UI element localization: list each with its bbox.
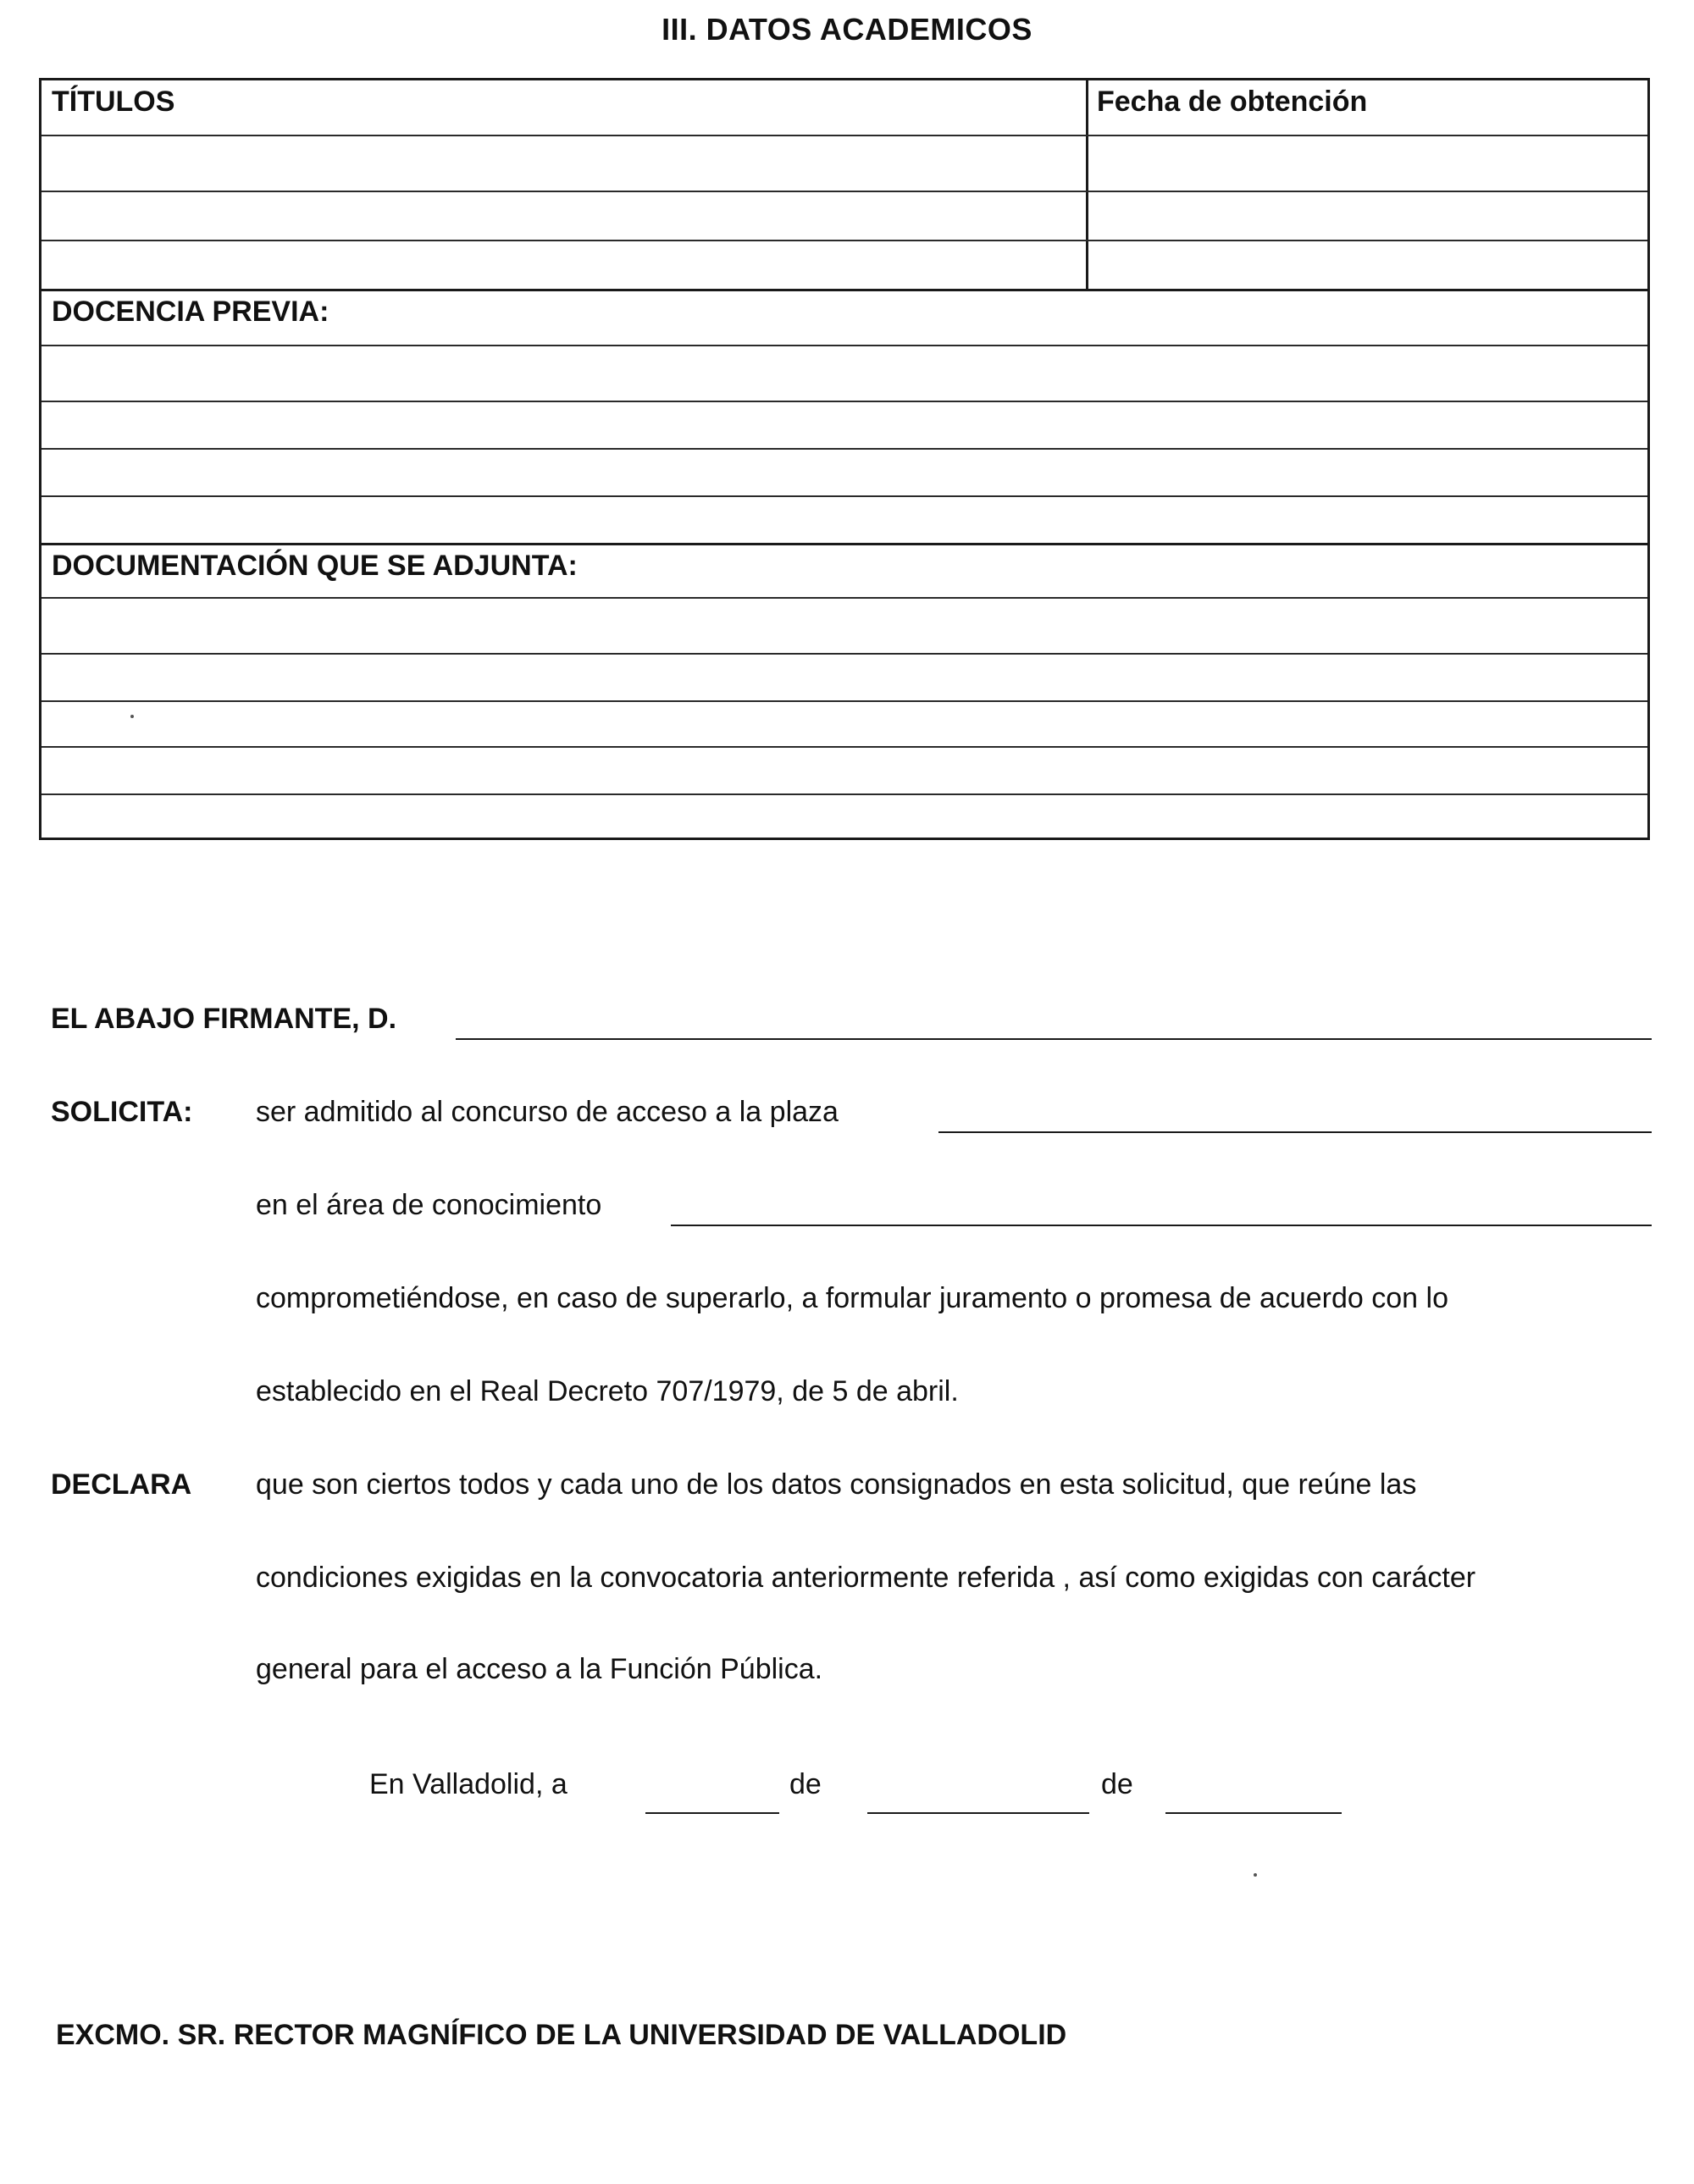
titulos-header: TÍTULOS (52, 86, 175, 118)
addressee: EXCMO. SR. RECTOR MAGNÍFICO DE LA UNIVERSIDAD DE VALLADOLID (56, 2019, 1067, 2051)
solicita-line-4: establecido en el Real Decreto 707/1979, de 5 de abril. (256, 1375, 959, 1407)
declara-line-2: condiciones exigidas en la convocatoria anteriormente referida , así como exigidas con carácter (256, 1562, 1476, 1594)
row-divider (42, 448, 1647, 450)
block-divider (42, 543, 1647, 545)
titulo-field-2[interactable] (47, 197, 1071, 235)
row-divider (42, 495, 1647, 497)
academic-data-table (39, 78, 1650, 840)
scan-speck (130, 715, 134, 718)
fecha-field-2[interactable] (1095, 197, 1637, 235)
row-divider (42, 191, 1647, 192)
declara-label: DECLARA (51, 1468, 192, 1501)
row-divider (42, 746, 1647, 748)
fecha-field-3[interactable] (1095, 246, 1637, 284)
docencia-field-4[interactable] (47, 500, 1642, 538)
firmante-label: EL ABAJO FIRMANTE, D. (51, 1003, 397, 1035)
year-field[interactable] (1165, 1775, 1342, 1814)
month-field[interactable] (867, 1775, 1089, 1814)
docencia-previa-header: DOCENCIA PREVIA: (52, 296, 329, 328)
row-divider (42, 135, 1647, 136)
row-divider (42, 700, 1647, 702)
docencia-field-3[interactable] (47, 453, 1642, 490)
area-conocimiento-field[interactable] (671, 1191, 1652, 1226)
documentacion-field-2[interactable] (47, 658, 1642, 695)
documentacion-field-5[interactable] (47, 797, 1642, 834)
date-prefix: En Valladolid, a (369, 1768, 567, 1800)
titulo-field-1[interactable] (47, 143, 1071, 180)
scan-speck (1254, 1873, 1257, 1877)
titulo-field-3[interactable] (47, 246, 1071, 284)
firmante-name-field[interactable] (456, 1004, 1652, 1040)
firmante-name-input[interactable] (456, 1004, 1652, 1038)
fecha-field-1[interactable] (1095, 143, 1637, 180)
fecha-obtencion-header: Fecha de obtención (1097, 86, 1368, 118)
date-de-2: de (1101, 1768, 1133, 1800)
day-input[interactable] (645, 1775, 779, 1812)
row-divider (42, 345, 1647, 346)
date-de-1: de (789, 1768, 822, 1800)
solicita-line-1: ser admitido al concurso de acceso a la plaza (256, 1096, 839, 1128)
solicita-label: SOLICITA: (51, 1096, 193, 1128)
column-divider (1086, 80, 1088, 290)
block-divider (42, 289, 1647, 291)
plaza-input[interactable] (938, 1098, 1652, 1131)
docencia-field-2[interactable] (47, 406, 1642, 443)
documentacion-field-4[interactable] (47, 751, 1642, 788)
documentacion-header: DOCUMENTACIÓN QUE SE ADJUNTA: (52, 550, 578, 582)
declara-line-1: que son ciertos todos y cada uno de los datos consignados en esta solicitud, que reúne las (256, 1468, 1417, 1501)
docencia-field-1[interactable] (47, 353, 1642, 390)
row-divider (42, 401, 1647, 402)
row-divider (42, 653, 1647, 655)
declara-line-3: general para el acceso a la Función Pública. (256, 1653, 823, 1685)
solicita-line-2: en el área de conocimiento (256, 1189, 602, 1221)
row-divider (42, 240, 1647, 241)
documentacion-field-1[interactable] (47, 605, 1642, 643)
row-divider (42, 597, 1647, 599)
area-conocimiento-input[interactable] (671, 1191, 1652, 1225)
day-field[interactable] (645, 1775, 779, 1814)
month-input[interactable] (867, 1775, 1089, 1812)
row-divider (42, 793, 1647, 795)
year-input[interactable] (1165, 1775, 1342, 1812)
documentacion-field-3[interactable] (47, 705, 1642, 743)
solicita-line-3: comprometiéndose, en caso de superarlo, a formular juramento o promesa de acuerdo con lo (256, 1282, 1448, 1314)
section-title: III. DATOS ACADEMICOS (662, 12, 1032, 47)
plaza-field[interactable] (938, 1098, 1652, 1133)
